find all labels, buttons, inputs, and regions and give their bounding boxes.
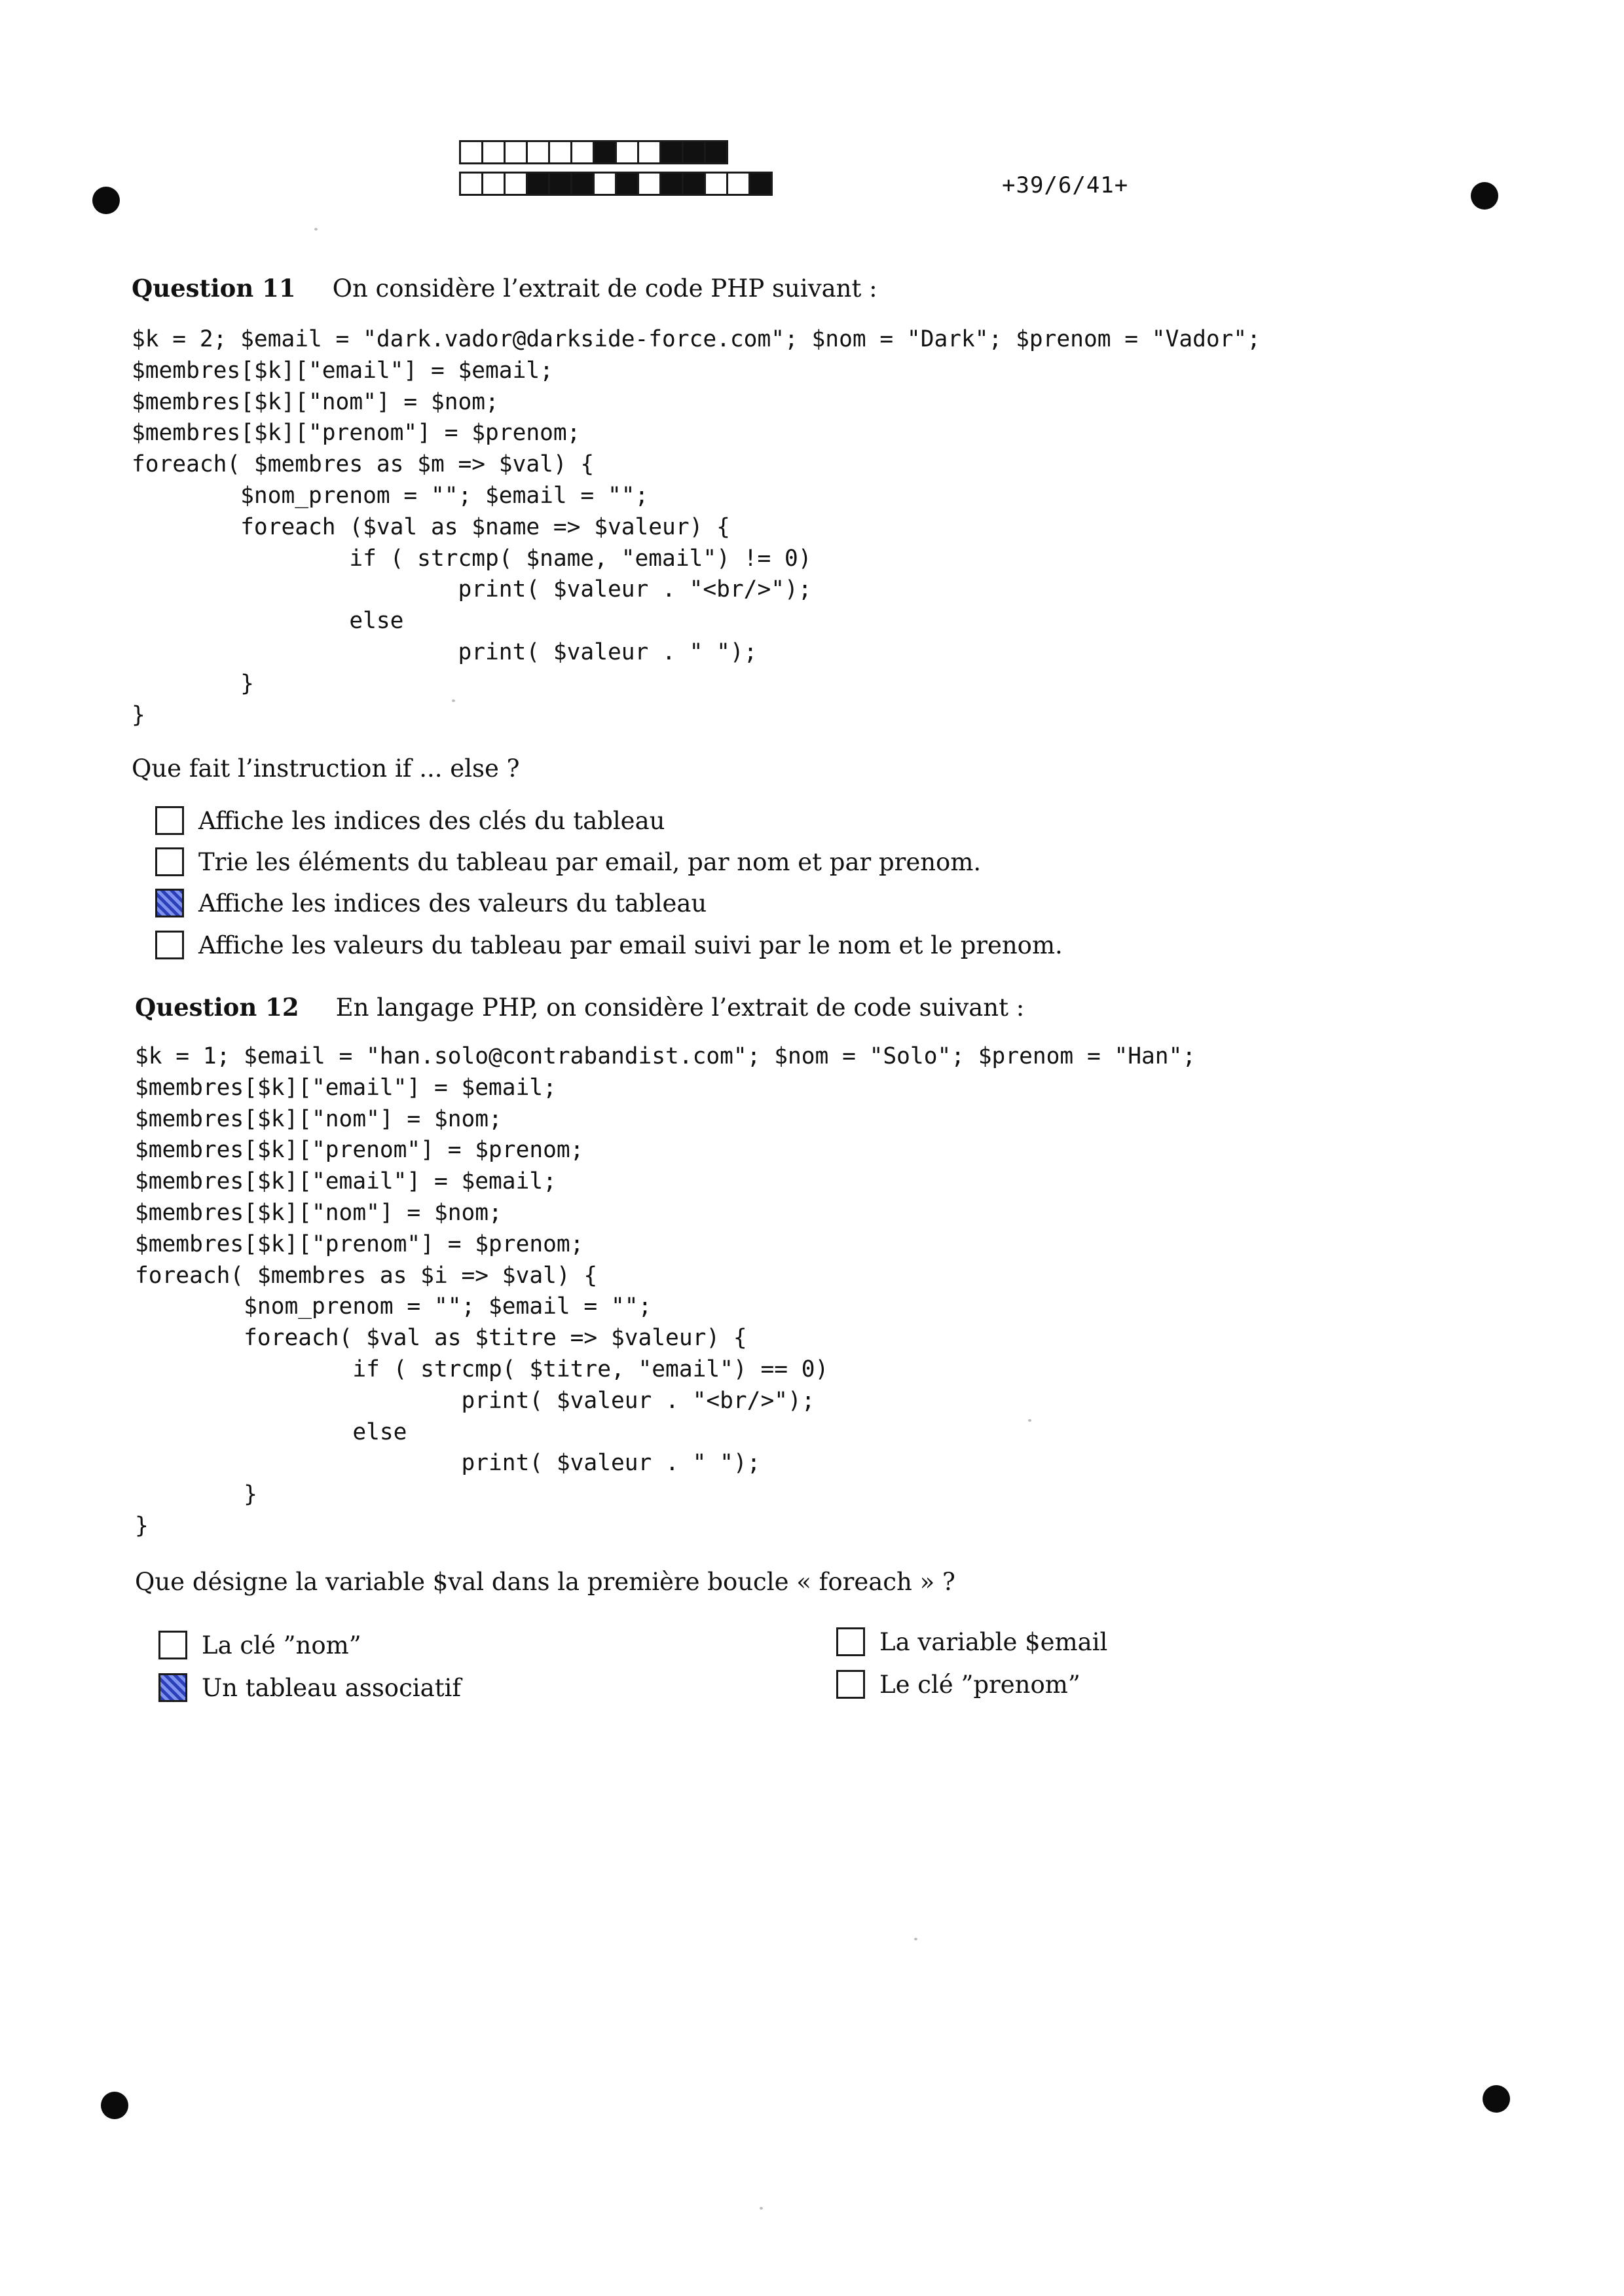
question-11-heading <box>132 274 877 303</box>
barcode-cell <box>748 172 773 196</box>
checkbox[interactable] <box>155 806 184 835</box>
q11-option-1[interactable] <box>155 806 665 835</box>
checkbox-checked[interactable] <box>158 1673 187 1702</box>
question-title: En langage PHP, on considère l’extrait de code suivant : <box>335 993 1025 1022</box>
scan-speck <box>760 2207 763 2210</box>
option-label: La variable $email <box>879 1627 1108 1656</box>
question-label: Question 11 <box>132 274 296 303</box>
barcode-cell <box>615 140 639 164</box>
barcode-cell <box>570 140 595 164</box>
page-id: +39/6/41+ <box>1002 172 1129 198</box>
option-label: Affiche les indices des valeurs du tableau <box>198 889 707 917</box>
barcode-cell <box>637 172 661 196</box>
question-11-prompt: Que fait l’instruction if ... else ? <box>132 754 520 783</box>
registration-mark-bottom-left <box>101 2092 128 2119</box>
barcode-cell <box>481 140 506 164</box>
checkbox[interactable] <box>836 1670 865 1699</box>
barcode-cell <box>481 172 506 196</box>
question-12-code: $k = 1; $email = "han.solo@contrabandist.com"; $nom = "Solo"; $prenom = "Han"; $membres[$k]["email"] = $email; $membres[$k]["nom"] = $nom; $membres[$k]["prenom"] = $prenom; $membres[$k]["email"] = $email; $membres[$k]["nom"] = $nom; $membres[$k]["prenom"] = $prenom; foreach( $membres as $i => $val) { $nom_prenom = ""; $email = ""; foreach( $val as $titre => $valeur) { if ( strcmp( $titre, "email") == 0) print( $valeur . "<br/>"); else print( $valeur . " "); } } <box>135 1043 1196 1539</box>
question-label: Question 12 <box>135 993 299 1022</box>
registration-mark-bottom-right <box>1483 2085 1510 2113</box>
option-label: Trie les éléments du tableau par email, par nom et par prenom. <box>198 847 982 876</box>
barcode-row-1 <box>459 140 726 164</box>
barcode-cell <box>704 140 728 164</box>
option-label: Le clé ”prenom” <box>879 1670 1080 1699</box>
q12-option-4[interactable] <box>836 1670 1080 1699</box>
barcode-cell <box>548 172 572 196</box>
q12-option-3[interactable] <box>836 1627 1107 1656</box>
barcode-cell <box>504 140 528 164</box>
barcode-cell <box>682 140 706 164</box>
question-12-prompt: Que désigne la variable $val dans la première boucle « foreach » ? <box>135 1568 955 1596</box>
barcode-cell <box>593 172 617 196</box>
barcode-cell <box>659 140 684 164</box>
registration-mark-top-left <box>92 187 120 214</box>
checkbox[interactable] <box>155 931 184 959</box>
scan-speck <box>452 699 455 702</box>
scan-speck <box>314 228 318 231</box>
question-12-heading <box>135 993 1024 1022</box>
q11-option-4[interactable] <box>155 931 1063 959</box>
barcode-cell <box>593 140 617 164</box>
registration-mark-top-right <box>1471 182 1498 210</box>
barcode-cell <box>459 172 483 196</box>
option-label: La clé ”nom” <box>202 1631 361 1659</box>
option-label: Affiche les valeurs du tableau par email suivi par le nom et le prenom. <box>198 931 1063 959</box>
scan-speck <box>914 1938 917 1940</box>
checkbox[interactable] <box>155 847 184 876</box>
barcode-cell <box>615 172 639 196</box>
scan-speck <box>1028 1419 1031 1422</box>
option-label: Affiche les indices des clés du tableau <box>198 806 665 835</box>
checkbox-checked[interactable] <box>155 889 184 917</box>
q12-option-2[interactable] <box>158 1673 461 1702</box>
checkbox[interactable] <box>158 1631 187 1659</box>
option-label: Un tableau associatif <box>202 1673 462 1702</box>
barcode-cell <box>704 172 728 196</box>
barcode-cell <box>726 172 750 196</box>
barcode-cell <box>682 172 706 196</box>
checkbox[interactable] <box>836 1627 865 1656</box>
barcode-cell <box>548 140 572 164</box>
barcode-row-2 <box>459 172 771 196</box>
barcode-cell <box>526 140 550 164</box>
barcode-cell <box>637 140 661 164</box>
barcode-cell <box>570 172 595 196</box>
barcode-cell <box>526 172 550 196</box>
q12-option-1[interactable] <box>158 1631 361 1659</box>
barcode-cell <box>504 172 528 196</box>
barcode-cell <box>659 172 684 196</box>
question-11-code: $k = 2; $email = "dark.vador@darkside-force.com"; $nom = "Dark"; $prenom = "Vador"; $membres[$k]["email"] = $email; $membres[$k]["nom"] = $nom; $membres[$k]["prenom"] = $prenom; foreach( $membres as $m => $val) { $nom_prenom = ""; $email = ""; foreach ($val as $name => $valeur) { if ( strcmp( $name, "email") != 0) print( $valeur . "<br/>"); else print( $valeur . " "); } } <box>132 326 1261 728</box>
q11-option-3[interactable] <box>155 889 707 917</box>
barcode-cell <box>459 140 483 164</box>
q11-option-2[interactable] <box>155 847 981 876</box>
question-title: On considère l’extrait de code PHP suivant : <box>332 274 877 303</box>
